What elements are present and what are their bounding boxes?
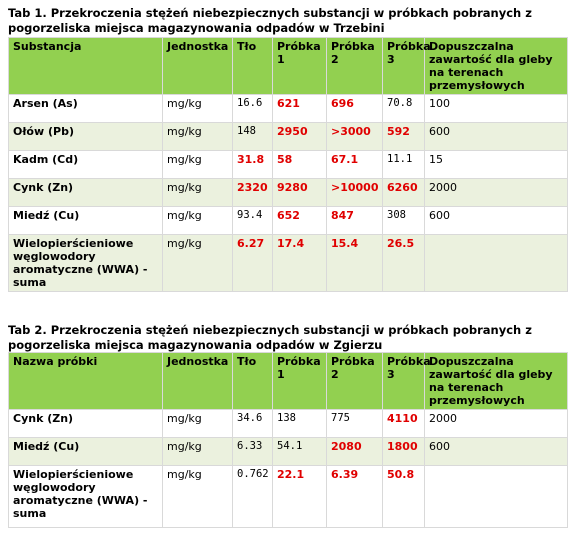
column-header: Nazwa próbki <box>9 353 163 410</box>
table1 <box>8 37 568 292</box>
column-header: Próbka 1 <box>273 353 327 410</box>
table-cell-name: Arsen (As) <box>9 95 163 123</box>
table-cell-p2: 6.39 <box>327 466 383 528</box>
column-header: Jednostka <box>163 353 233 410</box>
column-header: Próbka 3 <box>383 38 425 95</box>
table-cell-p2: 67.1 <box>327 151 383 179</box>
table-cell-unit: mg/kg <box>163 207 233 235</box>
table-cell-tlo: 2320 <box>233 179 273 207</box>
table-cell-limit: 2000 <box>425 410 568 438</box>
table-cell-unit: mg/kg <box>163 179 233 207</box>
table-row <box>9 235 568 292</box>
table-cell-tlo: 148 <box>233 123 273 151</box>
table-cell-unit: mg/kg <box>163 438 233 466</box>
table-cell-tlo: 16.6 <box>233 95 273 123</box>
table-cell-p3: 308 <box>383 207 425 235</box>
table-cell-p2: 775 <box>327 410 383 438</box>
table-cell-p1: 621 <box>273 95 327 123</box>
table-cell-tlo: 34.6 <box>233 410 273 438</box>
table-row <box>9 410 568 438</box>
column-header: Dopuszczalna zawartość dla gleby na terenach przemysłowych <box>425 353 568 410</box>
column-header: Próbka 3 <box>383 353 425 410</box>
column-header: Próbka 1 <box>273 38 327 95</box>
table-cell-limit <box>425 235 568 292</box>
column-header: Tło <box>233 353 273 410</box>
table-row <box>9 151 568 179</box>
table-cell-tlo: 6.27 <box>233 235 273 292</box>
table-cell-p1: 17.4 <box>273 235 327 292</box>
table-cell-name: Wielopierścieniowe węglowodory aromatyczne (WWA) - suma <box>9 235 163 292</box>
table-row <box>9 207 568 235</box>
table-cell-p1: 652 <box>273 207 327 235</box>
table-cell-p1: 138 <box>273 410 327 438</box>
table-row <box>9 179 568 207</box>
column-header: Próbka 2 <box>327 38 383 95</box>
table-cell-p2: 696 <box>327 95 383 123</box>
table-cell-unit: mg/kg <box>163 151 233 179</box>
table-cell-limit: 600 <box>425 438 568 466</box>
table-cell-limit: 2000 <box>425 179 568 207</box>
table-header-row <box>9 38 568 95</box>
table-cell-p2: 15.4 <box>327 235 383 292</box>
table-cell-unit: mg/kg <box>163 410 233 438</box>
table-cell-limit: 100 <box>425 95 568 123</box>
table-cell-limit: 15 <box>425 151 568 179</box>
table-cell-p1: 9280 <box>273 179 327 207</box>
table-row <box>9 123 568 151</box>
table-cell-p2: 847 <box>327 207 383 235</box>
table2-caption: Tab 2. Przekroczenia stężeń niebezpiecznych substancji w próbkach pobranych z pogorzeliska miejsca magazynowania odpadów w Zgierzu <box>8 323 532 352</box>
table-row <box>9 95 568 123</box>
table-cell-p1: 58 <box>273 151 327 179</box>
table-cell-p1: 2950 <box>273 123 327 151</box>
table-cell-p3: 592 <box>383 123 425 151</box>
table-row <box>9 438 568 466</box>
table-cell-p3: 1800 <box>383 438 425 466</box>
table-cell-tlo: 0.762 <box>233 466 273 528</box>
table-cell-name: Miedź (Cu) <box>9 438 163 466</box>
table1-caption: Tab 1. Przekroczenia stężeń niebezpiecznych substancji w próbkach pobranych z pogorzeliska miejsca magazynowania odpadów w Trzebini <box>8 6 532 35</box>
table-cell-tlo: 6.33 <box>233 438 273 466</box>
table-cell-name: Miedź (Cu) <box>9 207 163 235</box>
table-cell-limit: 600 <box>425 207 568 235</box>
table-cell-p2: 2080 <box>327 438 383 466</box>
table-header-row <box>9 353 568 410</box>
table-cell-name: Cynk (Zn) <box>9 179 163 207</box>
column-header: Jednostka <box>163 38 233 95</box>
table2 <box>8 352 568 528</box>
table-cell-p3: 6260 <box>383 179 425 207</box>
column-header: Dopuszczalna zawartość dla gleby na terenach przemysłowych <box>425 38 568 95</box>
table-cell-p3: 70.8 <box>383 95 425 123</box>
table-cell-unit: mg/kg <box>163 466 233 528</box>
table-cell-unit: mg/kg <box>163 235 233 292</box>
table-cell-p3: 11.1 <box>383 151 425 179</box>
table-cell-tlo: 93.4 <box>233 207 273 235</box>
table-cell-p1: 54.1 <box>273 438 327 466</box>
table-cell-limit: 600 <box>425 123 568 151</box>
table-cell-name: Wielopierścieniowe węglowodory aromatyczne (WWA) - suma <box>9 466 163 528</box>
table-cell-unit: mg/kg <box>163 95 233 123</box>
table-cell-p1: 22.1 <box>273 466 327 528</box>
table-cell-unit: mg/kg <box>163 123 233 151</box>
table-cell-name: Cynk (Zn) <box>9 410 163 438</box>
table-row <box>9 466 568 528</box>
table-cell-tlo: 31.8 <box>233 151 273 179</box>
table-cell-p3: 4110 <box>383 410 425 438</box>
column-header: Próbka 2 <box>327 353 383 410</box>
table-cell-limit <box>425 466 568 528</box>
column-header: Tło <box>233 38 273 95</box>
table-cell-name: Kadm (Cd) <box>9 151 163 179</box>
table-cell-name: Ołów (Pb) <box>9 123 163 151</box>
table-cell-p2: >3000 <box>327 123 383 151</box>
table-cell-p3: 26.5 <box>383 235 425 292</box>
table-cell-p3: 50.8 <box>383 466 425 528</box>
column-header: Substancja <box>9 38 163 95</box>
table-cell-p2: >10000 <box>327 179 383 207</box>
